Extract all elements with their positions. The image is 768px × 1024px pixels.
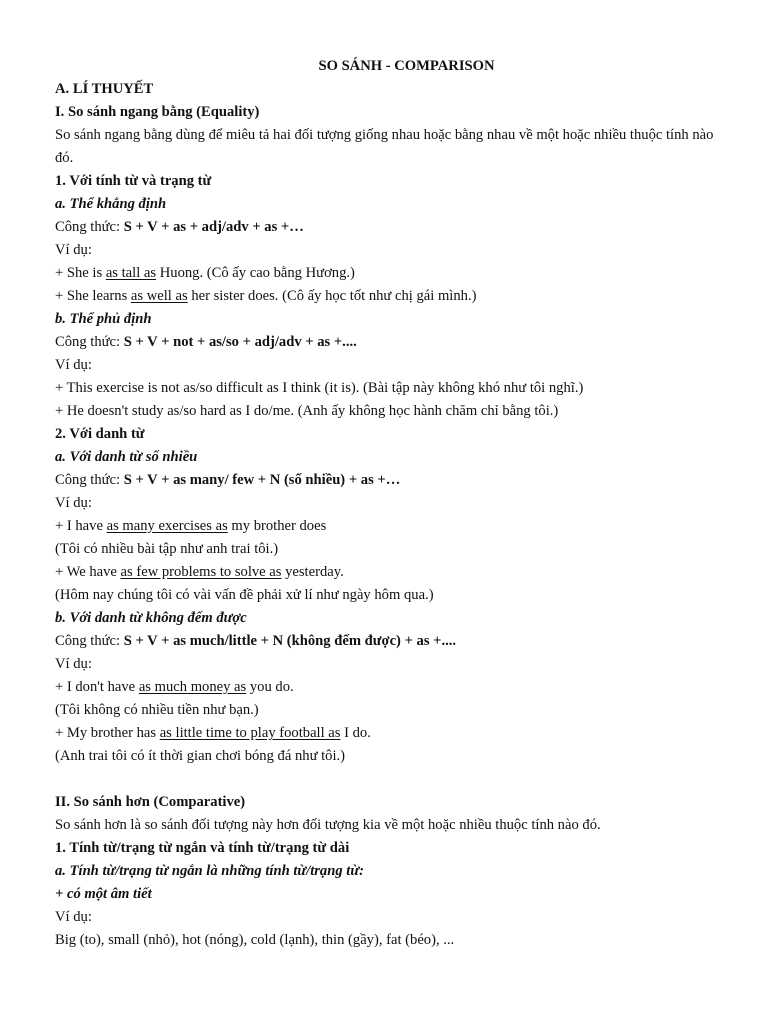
comparative-subheading-1: 1. Tính từ/trạng từ ngắn và tính từ/trạng từ dài [55,840,350,856]
example-text: + My brother has [55,725,160,741]
example-underline: as tall as [105,265,157,281]
uncountable-example-2 [55,722,728,745]
comparative-example: Big (to), small (nhỏ), hot (nóng), cold (lạnh), thin (gầy), fat (béo), ... [55,932,455,948]
comparative-heading: II. So sánh hơn (Comparative) [55,794,246,810]
affirmative-formula-line [55,216,728,239]
example-underline: as little time to play football as [159,725,341,741]
uncountable-example-2-translation: (Anh trai tôi có ít thời gian chơi bóng đá như tôi.) [55,748,346,764]
example-underline: as well as [130,288,188,304]
uncountable-example-1 [55,676,728,699]
example-text: Huong. (Cô ấy cao bằng Hương.) [156,265,355,281]
formula-label: Công thức: [55,334,124,350]
formula-label: Công thức: [55,219,124,235]
equality-intro: So sánh ngang bằng dùng để miêu tả hai đối tượng giống nhau hoặc bằng nhau về một hoặc nhiều thuộc tính nào đó. [55,127,714,166]
comparative-intro: So sánh hơn là so sánh đối tượng này hơn đối tượng kia về một hoặc nhiều thuộc tính nào đó. [55,817,601,833]
negative-heading: b. Thể phủ định [55,311,152,327]
noun-heading: 2. Với danh từ [55,426,145,442]
example-text: + I have [55,518,107,534]
example-text: you do. [246,679,294,695]
example-label: Ví dụ: [55,495,92,511]
negative-example-2: + He doesn't study as/so hard as I do/me. (Anh ấy không học hành chăm chỉ bằng tôi.) [55,403,559,419]
example-label: Ví dụ: [55,357,92,373]
example-text: + We have [55,564,121,580]
plural-example-1 [55,515,728,538]
example-text: yesterday. [281,564,344,580]
affirmative-example-2 [55,285,728,308]
document-title: SO SÁNH - COMPARISON [318,58,495,74]
affirmative-formula: S + V + as + adj/adv + as +… [123,219,304,235]
formula-label: Công thức: [55,472,124,488]
affirmative-example-1 [55,262,728,285]
formula-label: Công thức: [55,633,124,649]
negative-example-1: + This exercise is not as/so difficult as I think (it is). (Bài tập này không khó như tôi nghĩ.) [55,380,584,396]
section-spacer [55,768,728,791]
adj-adv-heading: 1. Với tính từ và trạng từ [55,173,212,189]
uncountable-noun-heading: b. Với danh từ không đếm được [55,610,247,626]
uncountable-formula: S + V + as much/little + N (không đếm được) + as +.... [123,633,457,649]
example-label: Ví dụ: [55,909,92,925]
example-text: + I don't have [55,679,139,695]
uncountable-example-1-translation: (Tôi không có nhiều tiền như bạn.) [55,702,259,718]
example-label: Ví dụ: [55,656,92,672]
example-underline: as much money as [138,679,247,695]
example-text: I do. [340,725,371,741]
section-a-heading: A. LÍ THUYẾT [55,81,154,97]
example-underline: as many exercises as [106,518,228,534]
plural-example-2 [55,561,728,584]
short-adj-heading: a. Tính từ/trạng từ ngắn là những tính từ/trạng từ: [55,863,364,879]
example-underline: as few problems to solve as [120,564,282,580]
negative-formula-line [55,331,728,354]
plural-formula-line [55,469,728,492]
example-label: Ví dụ: [55,242,92,258]
plural-noun-heading: a. Với danh từ số nhiều [55,449,198,465]
affirmative-heading: a. Thể khẳng định [55,196,167,212]
one-syllable-bullet: + có một âm tiết [55,886,152,902]
negative-formula: S + V + not + as/so + adj/adv + as +.... [123,334,357,350]
plural-example-1-translation: (Tôi có nhiều bài tập như anh trai tôi.) [55,541,279,557]
example-text: her sister does. (Cô ấy học tốt như chị gái mình.) [187,288,477,304]
uncountable-formula-line [55,630,728,653]
plural-example-2-translation: (Hôm nay chúng tôi có vài vấn đề phải xử lí như ngày hôm qua.) [55,587,434,603]
example-text: + She is [55,265,106,281]
example-text: + She learns [55,288,131,304]
plural-formula: S + V + as many/ few + N (số nhiều) + as +… [123,472,401,488]
equality-heading: I. So sánh ngang bằng (Equality) [55,104,260,120]
example-text: my brother does [227,518,327,534]
